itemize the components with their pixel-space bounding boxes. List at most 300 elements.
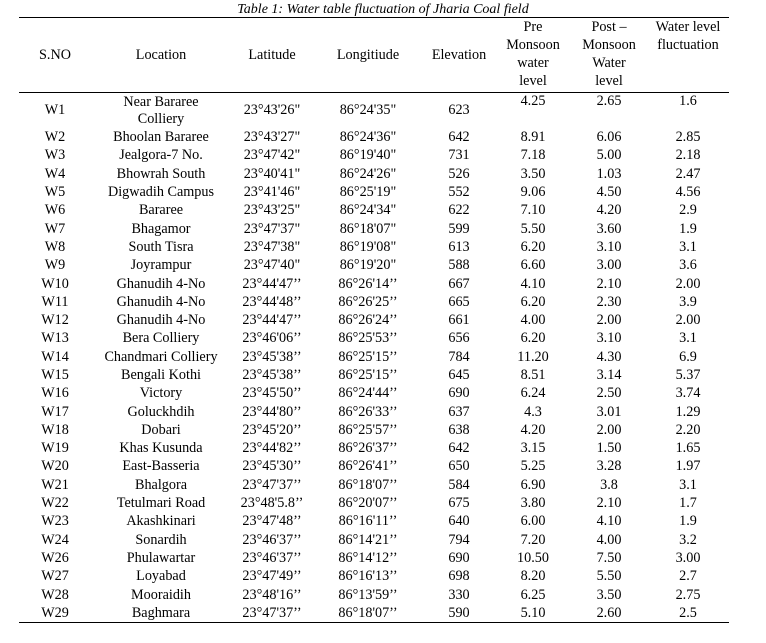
cell-location (91, 93, 231, 129)
location-line: Ghanudih 4-No (116, 312, 206, 329)
cell-sno: W23 (41, 513, 69, 530)
cell-longitude: 86°26'41’’ (338, 458, 398, 475)
cell-location (91, 586, 231, 604)
cell-location (91, 403, 231, 421)
cell-post-monsoon: 3.28 (596, 458, 622, 475)
header-post-line: Water (592, 55, 626, 71)
location-line: Jealgora-7 No. (119, 147, 203, 164)
cell-longitude: 86°24'36" (339, 129, 397, 146)
cell-longitude: 86°26'33’’ (338, 403, 398, 420)
cell-location (91, 202, 231, 220)
cell-location (91, 568, 231, 586)
cell-post-monsoon: 3.00 (596, 257, 622, 274)
cell-latitude: 23°43'27" (243, 129, 301, 146)
cell-location (91, 531, 231, 549)
location-line: Ghanudih 4-No (116, 275, 206, 292)
header-post-line: level (595, 73, 623, 89)
cell-sno: W2 (44, 129, 66, 146)
cell-pre-monsoon: 4.10 (520, 275, 546, 292)
cell-sno: W20 (41, 458, 69, 475)
cell-sno: W6 (44, 202, 66, 219)
table-row (19, 165, 729, 183)
cell-fluctuation: 1.9 (679, 220, 697, 237)
location-line: Bera Colliery (122, 330, 200, 347)
cell-latitude: 23°47'49’’ (242, 568, 302, 585)
cell-longitude: 86°26'24’’ (338, 312, 398, 329)
cell-fluctuation: 5.37 (675, 367, 701, 383)
cell-longitude: 86°19'40" (339, 147, 397, 164)
table-body (19, 93, 729, 623)
cell-sno: W29 (19, 604, 91, 622)
cell-post-monsoon: 2.10 (596, 495, 622, 512)
table-row (19, 476, 729, 494)
table-row (19, 257, 729, 275)
cell-sno: W16 (41, 385, 69, 402)
table-row (19, 330, 729, 348)
cell-longitude: 86°19'20" (339, 257, 397, 274)
cell-latitude: 23°47'42" (243, 147, 301, 164)
cell-sno: W13 (41, 330, 69, 347)
cell-longitude: 86°25'15’’ (338, 348, 398, 365)
cell-elevation: 590 (423, 604, 495, 622)
table-row (19, 568, 729, 586)
header-sno: S.NO (19, 18, 91, 93)
cell-pre-monsoon: 6.24 (520, 385, 546, 402)
cell-location (91, 129, 231, 147)
cell-latitude: 23°46'37’’ (242, 549, 302, 566)
cell-post-monsoon: 1.03 (596, 165, 622, 182)
location-line: Bhagamor (131, 220, 191, 237)
table-row (19, 513, 729, 531)
cell-longitude: 86°25'53’’ (338, 330, 398, 347)
cell-post-monsoon: 2.00 (596, 421, 622, 438)
header-row (19, 18, 729, 93)
location-line: Joyrampur (130, 257, 192, 274)
cell-pre-monsoon: 6.20 (520, 330, 546, 347)
cell-elevation: 690 (448, 549, 470, 566)
cell-sno: W4 (44, 165, 66, 182)
cell-location (91, 165, 231, 183)
table-row (19, 275, 729, 293)
cell-longitude: 86°16'13’’ (338, 568, 398, 585)
cell-longitude: 86°24'34" (339, 202, 397, 219)
location-line: Phulawartar (126, 549, 196, 566)
cell-location (91, 220, 231, 238)
cell-fluctuation: 3.6 (679, 257, 697, 274)
cell-elevation: 638 (448, 421, 470, 438)
cell-sno: W12 (41, 312, 69, 329)
cell-location (91, 513, 231, 531)
cell-post-monsoon: 2.30 (596, 293, 622, 310)
cell-fluctuation: 2.18 (675, 147, 701, 164)
cell-location (91, 476, 231, 494)
cell-sno: W10 (41, 275, 69, 292)
location-line: Ghanudih 4-No (116, 293, 206, 310)
cell-fluctuation: 1.97 (675, 458, 701, 475)
cell-sno: W14 (41, 348, 69, 365)
cell-sno: W18 (41, 421, 69, 438)
cell-fluctuation: 3.00 (675, 549, 701, 566)
cell-longitude: 86°24'44’’ (338, 385, 398, 402)
cell-latitude: 23°43'26" (243, 102, 301, 119)
cell-fluctuation: 4.56 (675, 184, 701, 201)
cell-location (91, 458, 231, 476)
cell-longitude: 86°24'26" (339, 165, 397, 182)
cell-elevation: 640 (448, 513, 470, 530)
cell-latitude: 23°44'47’’ (242, 275, 302, 292)
cell-latitude: 23°47'37’’ (242, 476, 302, 493)
location-line: Dobari (141, 421, 181, 438)
cell-location (91, 348, 231, 366)
cell-location (91, 440, 231, 458)
cell-pre-monsoon: 7.20 (520, 531, 546, 548)
cell-pre-monsoon: 6.20 (520, 293, 546, 310)
cell-sno: W28 (41, 586, 69, 603)
cell-elevation: 642 (448, 129, 470, 146)
cell-pre-monsoon: 4.00 (520, 312, 546, 329)
cell-pre-monsoon: 9.06 (520, 184, 546, 201)
cell-latitude: 23°47'40" (243, 257, 301, 274)
cell-longitude: 86°25'57’’ (338, 421, 398, 438)
cell-fluctuation: 3.1 (679, 238, 697, 255)
table-row (19, 604, 729, 622)
cell-sno: W21 (41, 476, 69, 493)
cell-latitude: 23°46'37’’ (242, 531, 302, 548)
cell-elevation: 698 (448, 568, 470, 585)
cell-fluctuation: 2.5 (647, 604, 729, 622)
table-row (19, 348, 729, 366)
cell-pre-monsoon: 3.80 (520, 495, 546, 512)
cell-elevation: 637 (448, 403, 470, 420)
cell-elevation: 690 (448, 385, 470, 402)
cell-pre-monsoon: 5.50 (520, 220, 546, 237)
cell-post-monsoon: 2.00 (596, 312, 622, 329)
cell-post-monsoon: 3.10 (596, 238, 622, 255)
cell-location (91, 385, 231, 403)
cell-pre-monsoon: 6.90 (520, 476, 546, 493)
cell-sno: W1 (44, 102, 66, 119)
cell-fluctuation: 2.75 (675, 586, 701, 603)
location-line: Victory (139, 385, 183, 402)
cell-elevation: 661 (448, 312, 470, 329)
cell-longitude: 86°25'15’’ (338, 367, 398, 383)
cell-elevation: 588 (448, 257, 470, 274)
cell-latitude: 23°47'48’’ (242, 513, 302, 530)
cell-longitude: 86°19'08" (339, 238, 397, 255)
cell-post-monsoon: 4.30 (596, 348, 622, 365)
cell-location (91, 183, 231, 201)
cell-longitude: 86°25'19" (339, 184, 397, 201)
cell-longitude: 86°18'07’’ (313, 604, 423, 622)
table-row (19, 385, 729, 403)
table-row (19, 366, 729, 384)
cell-elevation: 584 (448, 476, 470, 493)
cell-post-monsoon: 4.00 (596, 531, 622, 548)
cell-longitude: 86°26'14’’ (338, 275, 398, 292)
table-row (19, 494, 729, 512)
cell-longitude: 86°13'59’’ (338, 586, 398, 603)
cell-location (91, 604, 231, 622)
cell-latitude: 23°48'5.8’’ (240, 495, 304, 512)
cell-latitude: 23°48'16’’ (242, 586, 302, 603)
cell-pre-monsoon: 8.51 (520, 367, 546, 383)
water-table (19, 17, 729, 623)
cell-sno: W22 (41, 495, 69, 512)
location-line: Bararee (138, 202, 184, 219)
cell-post-monsoon: 2.60 (571, 604, 647, 622)
header-location: Location (91, 18, 231, 93)
cell-post-monsoon: 2.10 (596, 275, 622, 292)
cell-latitude: 23°45'20’’ (242, 421, 302, 438)
cell-post-monsoon: 7.50 (596, 549, 622, 566)
table-row (19, 531, 729, 549)
cell-elevation: 656 (448, 330, 470, 347)
cell-fluctuation: 2.85 (675, 129, 701, 146)
cell-latitude: 23°47'37’’ (231, 604, 313, 622)
cell-sno: W15 (41, 367, 69, 383)
location-line: Bengali Kothi (121, 367, 201, 383)
cell-pre-monsoon: 5.10 (495, 604, 571, 622)
table-row (19, 93, 729, 129)
cell-latitude: 23°47'38" (243, 238, 301, 255)
location-line: Baghmara (131, 604, 191, 621)
cell-post-monsoon: 4.50 (596, 184, 622, 201)
location-line: Bhoolan Bararee (113, 129, 209, 146)
cell-latitude: 23°44'82’’ (242, 440, 302, 457)
cell-elevation: 613 (448, 238, 470, 255)
cell-fluctuation: 1.29 (675, 403, 701, 420)
cell-fluctuation: 6.9 (679, 348, 697, 365)
header-pre-monsoon (495, 18, 571, 93)
cell-post-monsoon: 3.60 (596, 220, 622, 237)
cell-pre-monsoon: 4.3 (524, 403, 542, 420)
cell-elevation: 642 (448, 440, 470, 457)
cell-post-monsoon: 4.20 (596, 202, 622, 219)
cell-post-monsoon: 1.50 (596, 440, 622, 457)
cell-fluctuation: 1.65 (675, 440, 701, 457)
cell-sno: W17 (41, 403, 69, 420)
cell-pre-monsoon: 11.20 (517, 348, 549, 365)
location-line: Khas Kusunda (119, 440, 203, 457)
cell-elevation: 330 (448, 586, 470, 603)
cell-pre-monsoon: 10.50 (517, 549, 549, 566)
cell-latitude: 23°44'48’’ (242, 293, 302, 310)
table-row (19, 238, 729, 256)
table-row (19, 403, 729, 421)
cell-elevation: 623 (448, 102, 470, 119)
header-post-line: Monsoon (582, 37, 636, 53)
cell-location (91, 293, 231, 311)
cell-pre-monsoon: 6.00 (520, 513, 546, 530)
cell-location (91, 311, 231, 329)
table-row (19, 129, 729, 147)
table-row (19, 202, 729, 220)
header-longitude: Longitiude (313, 18, 423, 93)
table-row (19, 440, 729, 458)
cell-fluctuation: 3.1 (679, 476, 697, 493)
cell-fluctuation: 2.7 (679, 568, 697, 585)
cell-elevation: 552 (448, 184, 470, 201)
location-line: East-Basseria (122, 458, 200, 475)
location-line: Digwadih Campus (107, 184, 214, 201)
cell-pre-monsoon: 8.20 (520, 568, 546, 585)
cell-elevation: 622 (448, 202, 470, 219)
table-row (19, 586, 729, 604)
cell-sno: W3 (44, 147, 66, 164)
table-row (19, 458, 729, 476)
cell-fluctuation: 2.00 (675, 275, 701, 292)
cell-location (91, 494, 231, 512)
table-row (19, 421, 729, 439)
cell-fluctuation: 1.9 (679, 513, 697, 530)
table-row (19, 183, 729, 201)
cell-latitude: 23°46'06’’ (242, 330, 302, 347)
cell-elevation: 667 (448, 275, 470, 292)
location-line: Near Bararee (123, 93, 199, 110)
cell-fluctuation: 3.2 (679, 531, 697, 548)
cell-post-monsoon: 3.14 (596, 367, 622, 383)
cell-latitude: 23°43'25" (243, 202, 301, 219)
table-caption: Table 1: Water table fluctuation of Jharia Coal field (237, 2, 529, 17)
cell-latitude: 23°40'41" (243, 165, 301, 182)
cell-latitude: 23°45'30’’ (242, 458, 302, 475)
location-line: Sonardih (135, 531, 187, 548)
cell-post-monsoon: 4.10 (596, 513, 622, 530)
cell-longitude: 86°20'07’’ (338, 495, 398, 512)
cell-elevation: 650 (448, 458, 470, 475)
cell-pre-monsoon: 6.60 (520, 257, 546, 274)
location-line: South Tisra (128, 238, 194, 255)
cell-elevation: 526 (448, 165, 470, 182)
cell-location (91, 147, 231, 165)
cell-fluctuation: 2.47 (675, 165, 701, 182)
cell-fluctuation: 2.20 (675, 421, 701, 438)
cell-longitude: 86°18'07" (339, 220, 397, 237)
location-line: Chandmari Colliery (104, 348, 218, 365)
cell-sno: W7 (44, 220, 66, 237)
header-elevation: Elevation (423, 18, 495, 93)
header-pre-line: level (519, 73, 547, 89)
cell-pre-monsoon: 6.25 (520, 586, 546, 603)
location-line: Goluckhdih (127, 403, 195, 420)
cell-location (91, 421, 231, 439)
cell-post-monsoon: 2.50 (596, 385, 622, 402)
cell-latitude: 23°44'47’’ (242, 312, 302, 329)
cell-sno: W19 (41, 440, 69, 457)
cell-post-monsoon: 3.50 (596, 586, 622, 603)
cell-post-monsoon: 2.65 (596, 93, 622, 109)
cell-sno: W8 (44, 238, 66, 255)
cell-sno: W27 (41, 568, 69, 585)
cell-fluctuation: 3.9 (679, 293, 697, 310)
location-line: Mooraidih (131, 586, 191, 603)
cell-fluctuation: 1.6 (679, 93, 697, 109)
cell-elevation: 675 (448, 495, 470, 512)
table-row (19, 311, 729, 329)
cell-latitude: 23°41'46" (243, 184, 301, 201)
cell-location (91, 257, 231, 275)
cell-longitude: 86°26'37’’ (338, 440, 398, 457)
cell-elevation: 599 (448, 220, 470, 237)
cell-post-monsoon: 5.00 (596, 147, 622, 164)
header-post-line: Post – (591, 19, 627, 35)
location-line: Bhowrah South (116, 165, 206, 182)
header-fluctuation (647, 18, 729, 93)
cell-sno: W5 (44, 184, 66, 201)
cell-elevation: 794 (448, 531, 470, 548)
cell-longitude: 86°24'35" (339, 102, 397, 119)
cell-post-monsoon: 3.8 (600, 476, 618, 493)
cell-post-monsoon: 3.10 (596, 330, 622, 347)
cell-longitude: 86°26'25’’ (338, 293, 398, 310)
cell-latitude: 23°45'38’’ (242, 367, 302, 383)
cell-fluctuation: 3.1 (679, 330, 697, 347)
header-fluct-line: fluctuation (657, 37, 719, 53)
header-pre-line: water (517, 55, 549, 71)
cell-pre-monsoon: 4.20 (520, 421, 546, 438)
header-pre-line: Pre (523, 19, 543, 35)
location-line: Akashkinari (126, 513, 196, 530)
cell-longitude: 86°14'21’’ (338, 531, 398, 548)
cell-longitude: 86°16'11’’ (338, 513, 398, 530)
cell-elevation: 731 (448, 147, 470, 164)
cell-post-monsoon: 5.50 (596, 568, 622, 585)
cell-pre-monsoon: 3.15 (520, 440, 546, 457)
header-latitude: Latitude (231, 18, 313, 93)
cell-longitude: 86°18'07’’ (338, 476, 398, 493)
cell-latitude: 23°44'80’’ (242, 403, 302, 420)
table-row (19, 147, 729, 165)
cell-location (91, 238, 231, 256)
cell-location (91, 275, 231, 293)
cell-elevation: 784 (448, 348, 470, 365)
cell-longitude: 86°14'12’’ (338, 549, 398, 566)
cell-elevation: 665 (448, 293, 470, 310)
cell-fluctuation: 2.9 (679, 202, 697, 219)
cell-sno: W24 (41, 531, 69, 548)
cell-pre-monsoon: 4.25 (520, 93, 546, 109)
cell-post-monsoon: 3.01 (596, 403, 622, 420)
cell-pre-monsoon: 7.18 (520, 147, 546, 164)
cell-latitude: 23°45'38’’ (242, 348, 302, 365)
cell-fluctuation: 1.7 (679, 495, 697, 512)
header-pre-line: Monsoon (506, 37, 560, 53)
cell-sno: W26 (41, 549, 69, 566)
cell-elevation: 645 (448, 367, 470, 383)
cell-post-monsoon: 6.06 (596, 129, 622, 146)
cell-pre-monsoon: 8.91 (520, 129, 546, 146)
cell-pre-monsoon: 7.10 (520, 202, 546, 219)
location-line: Tetulmari Road (116, 495, 206, 512)
cell-pre-monsoon: 3.50 (520, 165, 546, 182)
cell-location (91, 366, 231, 384)
cell-latitude: 23°45'50’’ (242, 385, 302, 402)
cell-location (91, 330, 231, 348)
header-fluct-line: Water level (655, 19, 721, 35)
cell-location (91, 549, 231, 567)
cell-sno: W11 (41, 293, 69, 310)
location-line: Bhalgora (134, 476, 187, 493)
cell-sno: W9 (44, 257, 66, 274)
table-row (19, 293, 729, 311)
cell-fluctuation: 2.00 (675, 312, 701, 329)
cell-latitude: 23°47'37" (243, 220, 301, 237)
table-row (19, 549, 729, 567)
header-post-monsoon (571, 18, 647, 93)
cell-pre-monsoon: 5.25 (520, 458, 546, 475)
cell-pre-monsoon: 6.20 (520, 238, 546, 255)
location-line: Loyabad (136, 568, 186, 585)
